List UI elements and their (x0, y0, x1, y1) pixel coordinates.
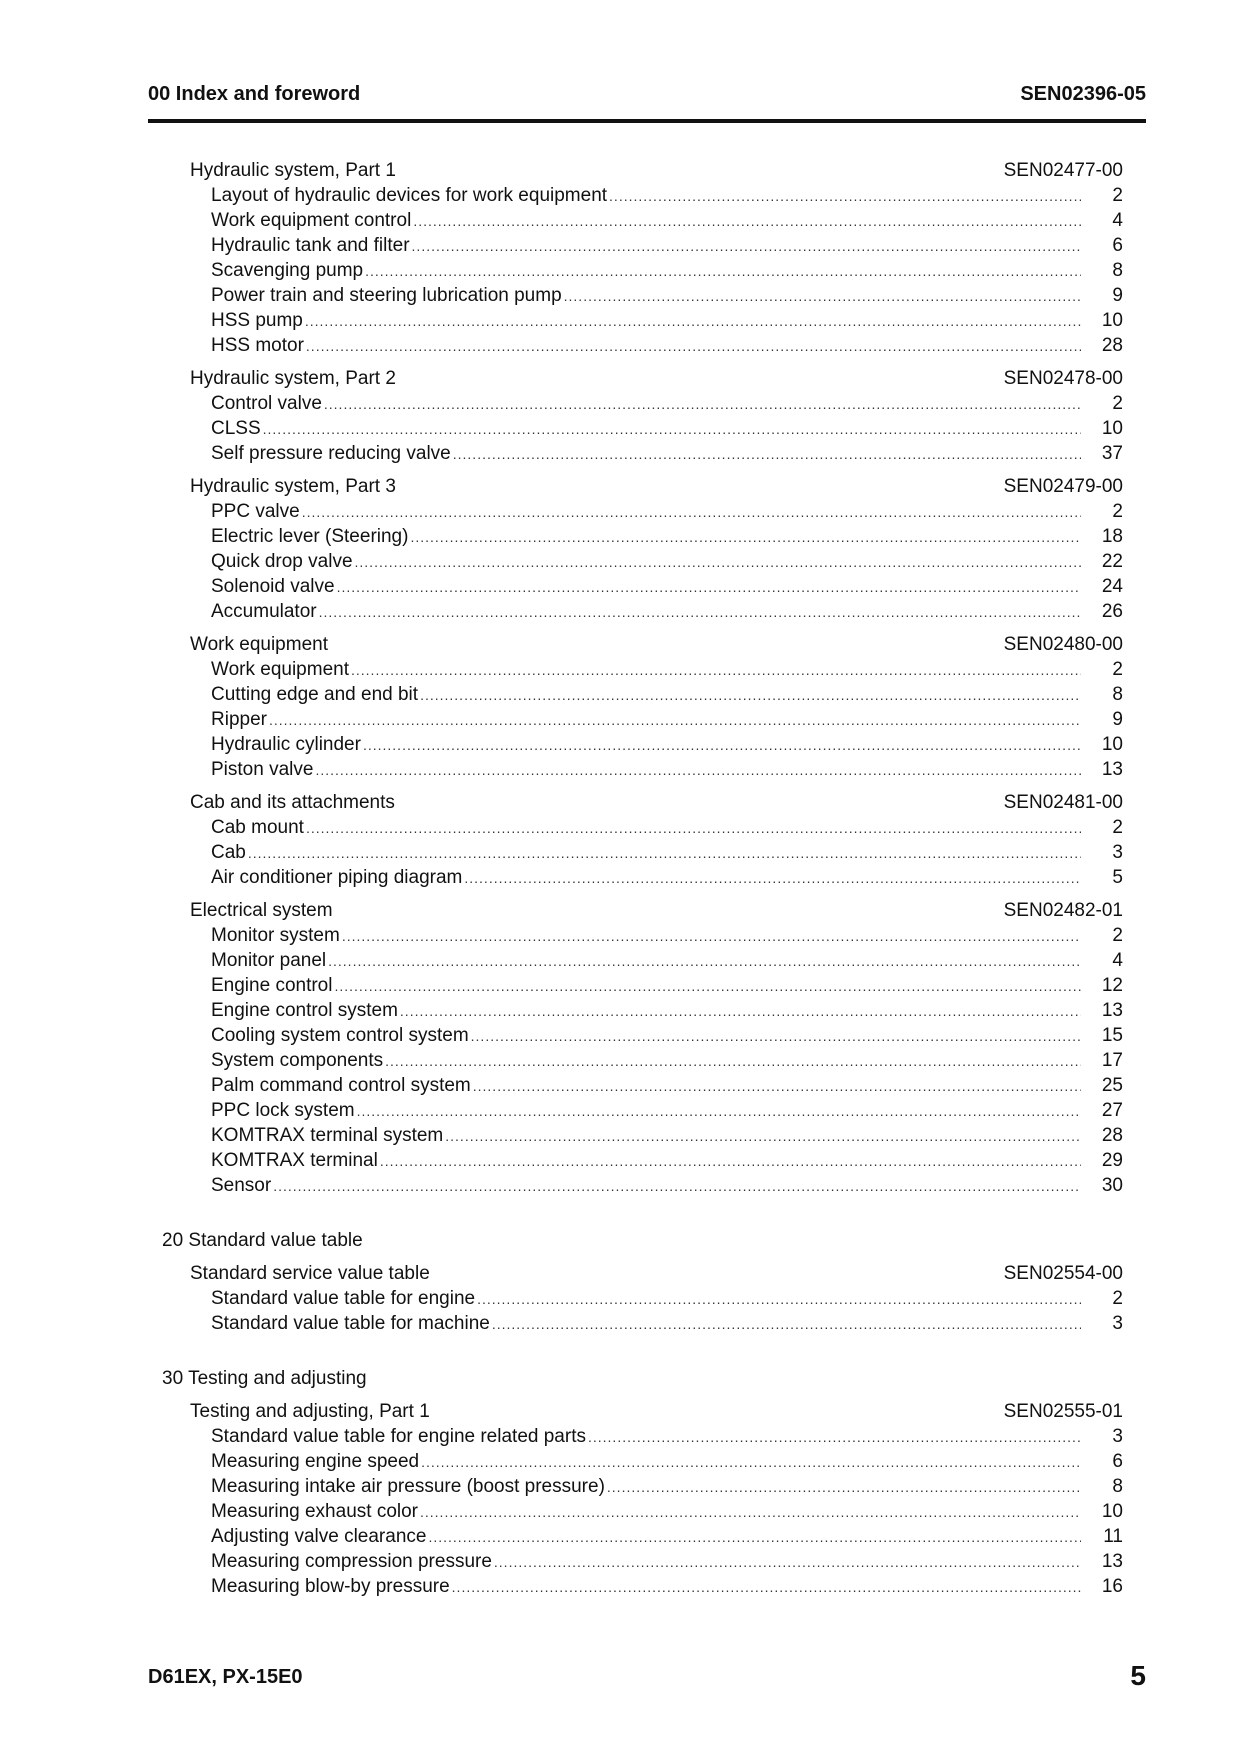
entry-page-number: 3 (1112, 842, 1123, 863)
dot-leader (380, 1148, 1081, 1173)
dot-leader (334, 973, 1081, 998)
entry-title: Measuring exhaust color (211, 1501, 418, 1522)
entry-page-number: 24 (1101, 576, 1123, 597)
entry-title: Cutting edge and end bit (211, 684, 419, 705)
entry-page-number: 10 (1101, 310, 1123, 331)
entry-title: HSS motor (211, 335, 304, 356)
entry-title: HSS pump (211, 310, 303, 331)
dot-leader (464, 865, 1081, 890)
toc-entry[interactable] (160, 1574, 1123, 1599)
group-title-text: Standard service value table (190, 1263, 430, 1284)
group-document-number: SEN02480-00 (1003, 634, 1123, 655)
chapter-heading: 30 Testing and adjusting (162, 1368, 367, 1389)
entry-title: Palm command control system (211, 1075, 471, 1096)
entry-page-number: 2 (1112, 817, 1123, 838)
dot-leader (385, 1048, 1081, 1073)
dot-leader (328, 948, 1081, 973)
dot-leader (248, 840, 1081, 865)
entry-title: Solenoid valve (211, 576, 335, 597)
dot-leader (588, 1424, 1081, 1449)
dot-leader (428, 1524, 1081, 1549)
dot-leader (410, 524, 1081, 549)
entry-title: Piston valve (211, 759, 314, 780)
entry-title: Standard value table for engine (211, 1288, 476, 1309)
entry-page-number: 18 (1101, 526, 1123, 547)
toc-entry[interactable] (160, 1023, 1123, 1048)
page-footer (148, 1660, 1146, 1696)
dot-leader (453, 441, 1081, 466)
toc-entry[interactable] (160, 183, 1123, 208)
toc-group-title (160, 632, 1123, 657)
entry-page-number: 37 (1101, 443, 1123, 464)
entry-page-number: 6 (1112, 1451, 1123, 1472)
entry-title: Electric lever (Steering) (211, 526, 409, 547)
entry-page-number: 12 (1101, 975, 1123, 996)
table-of-contents (160, 158, 1123, 1607)
entry-page-number: 26 (1101, 601, 1123, 622)
entry-page-number: 25 (1101, 1075, 1123, 1096)
dot-leader (421, 1449, 1081, 1474)
entry-page-number: 10 (1101, 418, 1123, 439)
entry-title: Cooling system control system (211, 1025, 469, 1046)
dot-leader (607, 1474, 1081, 1499)
toc-group (160, 474, 1123, 632)
toc-group (160, 1399, 1123, 1607)
entry-page-number: 5 (1112, 867, 1123, 888)
dot-leader (452, 1574, 1081, 1599)
entry-page-number: 17 (1101, 1050, 1123, 1071)
entry-title: Standard value table for engine related parts (211, 1426, 586, 1447)
entry-page-number: 16 (1101, 1576, 1123, 1597)
toc-entry[interactable] (160, 1449, 1123, 1474)
dot-leader (412, 233, 1081, 258)
toc-group (160, 790, 1123, 898)
entry-page-number: 22 (1101, 551, 1123, 572)
entry-page-number: 13 (1101, 1000, 1123, 1021)
dot-leader (420, 682, 1081, 707)
entry-page-number: 6 (1112, 235, 1123, 256)
entry-page-number: 9 (1112, 709, 1123, 730)
dot-leader (337, 574, 1081, 599)
toc-group-title (160, 1261, 1123, 1286)
entry-title: Control valve (211, 393, 322, 414)
toc-entry[interactable] (160, 1098, 1123, 1123)
dot-leader (306, 333, 1081, 358)
entry-page-number: 2 (1112, 659, 1123, 680)
entry-title: System components (211, 1050, 384, 1071)
entry-page-number: 8 (1112, 684, 1123, 705)
toc-entry[interactable] (160, 1424, 1123, 1449)
toc-group-title (160, 474, 1123, 499)
toc-entry[interactable] (160, 391, 1123, 416)
dot-leader (477, 1286, 1081, 1311)
entry-page-number: 2 (1112, 501, 1123, 522)
entry-page-number: 10 (1101, 1501, 1123, 1522)
toc-group (160, 1261, 1123, 1344)
entry-page-number: 28 (1101, 1125, 1123, 1146)
entry-title: Accumulator (211, 601, 317, 622)
toc-entry[interactable] (160, 1499, 1123, 1524)
page-header (148, 83, 1146, 123)
toc-entry[interactable] (160, 208, 1123, 233)
entry-title: Measuring blow-by pressure (211, 1576, 450, 1597)
toc-entry[interactable] (160, 973, 1123, 998)
toc-entry[interactable] (160, 1549, 1123, 1574)
dot-leader (263, 416, 1081, 441)
entry-title: Cab mount (211, 817, 304, 838)
entry-title: Engine control (211, 975, 333, 996)
group-document-number: SEN02478-00 (1003, 368, 1123, 389)
toc-entry[interactable] (160, 283, 1123, 308)
toc-group (160, 158, 1123, 366)
entry-title: Cab (211, 842, 246, 863)
dot-leader (494, 1549, 1081, 1574)
group-title-text: Hydraulic system, Part 3 (190, 476, 396, 497)
entry-page-number: 2 (1112, 393, 1123, 414)
toc-entry[interactable] (160, 333, 1123, 358)
toc-entry[interactable] (160, 757, 1123, 782)
entry-title: Air conditioner piping diagram (211, 867, 463, 888)
toc-entry[interactable] (160, 1073, 1123, 1098)
entry-title: Work equipment (211, 659, 349, 680)
entry-page-number: 4 (1112, 210, 1123, 231)
entry-page-number: 10 (1101, 734, 1123, 755)
toc-entry[interactable] (160, 416, 1123, 441)
entry-page-number: 28 (1101, 335, 1123, 356)
dot-leader (445, 1123, 1081, 1148)
toc-group-title (160, 898, 1123, 923)
entry-title: KOMTRAX terminal system (211, 1125, 444, 1146)
group-document-number: SEN02482-01 (1003, 900, 1123, 921)
dot-leader (273, 1173, 1081, 1198)
entry-page-number: 27 (1101, 1100, 1123, 1121)
entry-title: Monitor panel (211, 950, 327, 971)
entry-page-number: 13 (1101, 1551, 1123, 1572)
dot-leader (319, 599, 1081, 624)
group-document-number: SEN02481-00 (1003, 792, 1123, 813)
toc-entry[interactable] (160, 1123, 1123, 1148)
toc-entry[interactable] (160, 258, 1123, 283)
toc-entry[interactable] (160, 923, 1123, 948)
dot-leader (471, 1023, 1081, 1048)
entry-page-number: 11 (1103, 1526, 1123, 1547)
entry-page-number: 8 (1112, 260, 1123, 281)
toc-entry[interactable] (160, 549, 1123, 574)
entry-title: Standard value table for machine (211, 1313, 490, 1334)
entry-title: Measuring engine speed (211, 1451, 420, 1472)
entry-page-number: 15 (1101, 1025, 1123, 1046)
entry-title: Monitor system (211, 925, 340, 946)
entry-title: Scavenging pump (211, 260, 364, 281)
entry-page-number: 9 (1112, 285, 1123, 306)
dot-leader (609, 183, 1081, 208)
dot-leader (324, 391, 1081, 416)
entry-title: Quick drop valve (211, 551, 353, 572)
toc-entry[interactable] (160, 707, 1123, 732)
dot-leader (492, 1311, 1081, 1336)
toc-group (160, 366, 1123, 474)
toc-entry[interactable] (160, 308, 1123, 333)
group-title-text: Electrical system (190, 900, 333, 921)
toc-group-title (160, 158, 1123, 183)
toc-group (160, 898, 1123, 1206)
toc-entry[interactable] (160, 1286, 1123, 1311)
dot-leader (400, 998, 1081, 1023)
entry-title: Engine control system (211, 1000, 398, 1021)
chapter-heading: 20 Standard value table (162, 1230, 363, 1251)
toc-entry[interactable] (160, 732, 1123, 757)
footer-model: D61EX, PX-15E0 (148, 1666, 303, 1688)
toc-entry[interactable] (160, 865, 1123, 890)
toc-entry[interactable] (160, 574, 1123, 599)
toc-entry[interactable] (160, 233, 1123, 258)
entry-title: Hydraulic cylinder (211, 734, 361, 755)
toc-entry[interactable] (160, 524, 1123, 549)
group-document-number: SEN02554-00 (1003, 1263, 1123, 1284)
toc-entry[interactable] (160, 1474, 1123, 1499)
entry-title: PPC lock system (211, 1100, 355, 1121)
dot-leader (473, 1073, 1081, 1098)
toc-entry[interactable] (160, 657, 1123, 682)
toc-entry[interactable] (160, 1173, 1123, 1198)
toc-group-title (160, 1399, 1123, 1424)
entry-title: Layout of hydraulic devices for work equipment (211, 185, 608, 206)
entry-title: CLSS (211, 418, 261, 439)
toc-entry[interactable] (160, 682, 1123, 707)
entry-page-number: 3 (1112, 1313, 1123, 1334)
dot-leader (269, 707, 1081, 732)
toc-entry[interactable] (160, 599, 1123, 624)
entry-title: Sensor (211, 1175, 272, 1196)
entry-page-number: 3 (1112, 1426, 1123, 1447)
dot-leader (305, 308, 1081, 333)
dot-leader (363, 732, 1081, 757)
entry-title: Measuring intake air pressure (boost pressure) (211, 1476, 605, 1497)
group-title-text: Hydraulic system, Part 1 (190, 160, 396, 181)
dot-leader (564, 283, 1081, 308)
group-title-text: Work equipment (190, 634, 328, 655)
dot-leader (355, 549, 1081, 574)
group-document-number: SEN02477-00 (1003, 160, 1123, 181)
dot-leader (306, 815, 1081, 840)
dot-leader (357, 1098, 1081, 1123)
entry-title: Hydraulic tank and filter (211, 235, 410, 256)
group-document-number: SEN02555-01 (1003, 1401, 1123, 1422)
toc-group (160, 632, 1123, 790)
dot-leader (315, 757, 1081, 782)
toc-group-title (160, 790, 1123, 815)
toc-entry[interactable] (160, 1048, 1123, 1073)
group-title-text: Hydraulic system, Part 2 (190, 368, 396, 389)
dot-leader (302, 499, 1081, 524)
entry-title: Adjusting valve clearance (211, 1526, 427, 1547)
entry-title: Self pressure reducing valve (211, 443, 451, 464)
toc-entry[interactable] (160, 441, 1123, 466)
group-title-text: Testing and adjusting, Part 1 (190, 1401, 430, 1422)
toc-entry[interactable] (160, 998, 1123, 1023)
entry-page-number: 30 (1101, 1175, 1123, 1196)
toc-entry[interactable] (160, 948, 1123, 973)
dot-leader (351, 657, 1081, 682)
toc-entry[interactable] (160, 815, 1123, 840)
entry-page-number: 8 (1112, 1476, 1123, 1497)
dot-leader (413, 208, 1081, 233)
group-document-number: SEN02479-00 (1003, 476, 1123, 497)
entry-title: Ripper (211, 709, 267, 730)
group-title-text: Cab and its attachments (190, 792, 395, 813)
toc-entry[interactable] (160, 1148, 1123, 1173)
entry-title: Measuring compression pressure (211, 1551, 492, 1572)
entry-title: Power train and steering lubrication pump (211, 285, 562, 306)
header-document-number: SEN02396-05 (1020, 83, 1146, 105)
entry-title: Work equipment control (211, 210, 412, 231)
toc-entry[interactable] (160, 1311, 1123, 1336)
entry-page-number: 2 (1112, 185, 1123, 206)
toc-entry[interactable] (160, 840, 1123, 865)
toc-entry[interactable] (160, 1524, 1123, 1549)
dot-leader (365, 258, 1081, 283)
entry-page-number: 2 (1112, 1288, 1123, 1309)
entry-page-number: 29 (1101, 1150, 1123, 1171)
entry-page-number: 2 (1112, 925, 1123, 946)
entry-page-number: 13 (1101, 759, 1123, 780)
entry-title: KOMTRAX terminal (211, 1150, 378, 1171)
dot-leader (342, 923, 1081, 948)
toc-entry[interactable] (160, 499, 1123, 524)
page-number: 5 (1130, 1660, 1146, 1691)
entry-page-number: 4 (1112, 950, 1123, 971)
header-section-title: 00 Index and foreword (148, 83, 361, 105)
toc-group-title (160, 366, 1123, 391)
dot-leader (420, 1499, 1081, 1524)
entry-title: PPC valve (211, 501, 300, 522)
